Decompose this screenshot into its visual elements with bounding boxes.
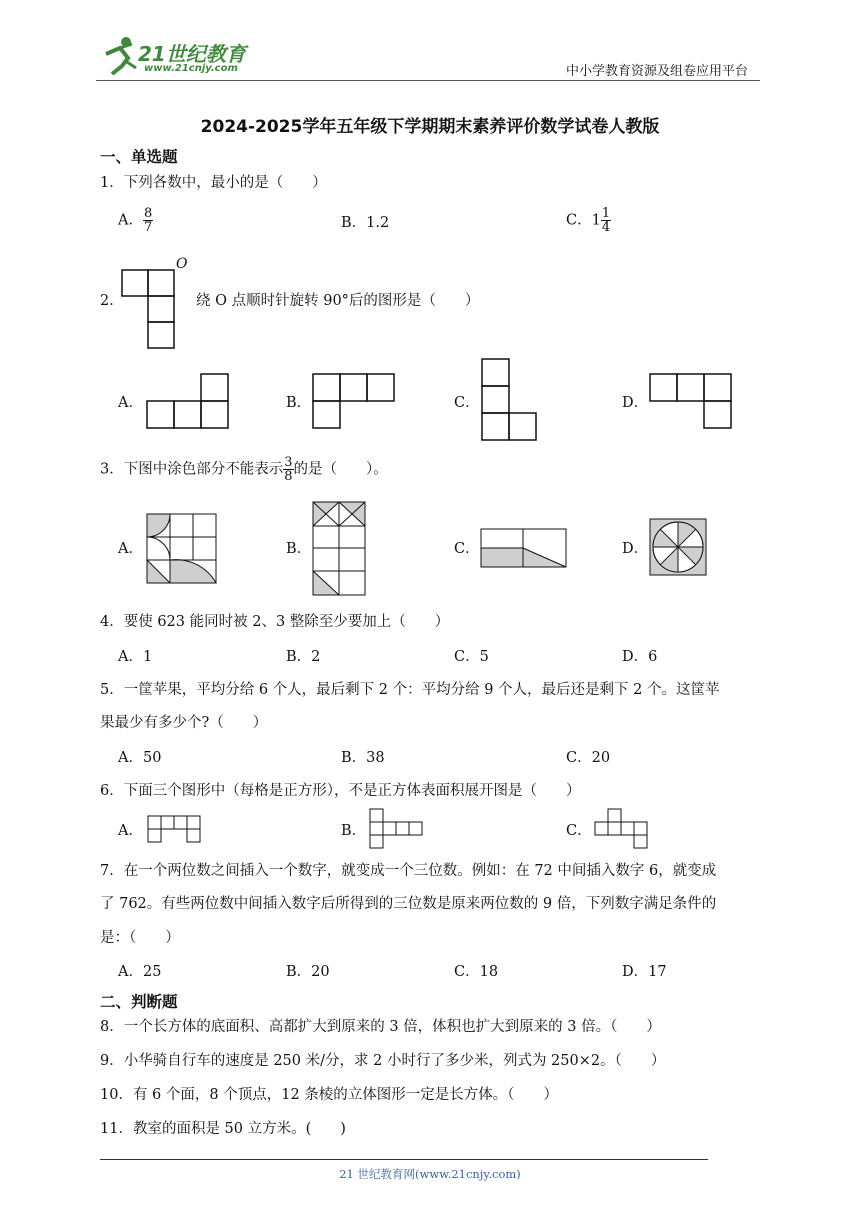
q3-option-b-figure: [312, 501, 368, 597]
q2-option-b-figure: [312, 374, 398, 430]
q1-option-a: A． $\frac{8}{7}$: [118, 206, 153, 235]
q3-option-d-label: D．: [622, 541, 649, 557]
question-11: 11．教室的面积是 50 立方米。( ): [100, 1121, 346, 1137]
q2-option-b-label: B．: [286, 395, 312, 411]
q6-option-a-net: [147, 815, 207, 847]
q5-option-a: A．50: [118, 750, 162, 766]
q3-option-b-label: B．: [286, 541, 312, 557]
q6-option-c-net: [594, 808, 654, 852]
question-5-line-2: 果最少有多少个?（ ）: [100, 715, 268, 731]
q1-option-b: B．1.2: [341, 215, 390, 231]
q4-option-b: B．2: [286, 649, 321, 665]
q3-option-c-figure: [480, 528, 570, 570]
footer-rule: [100, 1159, 708, 1160]
q4-option-a: A．1: [118, 649, 153, 665]
question-2-number: 2．: [100, 293, 124, 309]
logo-url: www.21cnjy.com: [144, 63, 238, 74]
question-5-line-1: 5．一筐苹果，平均分给 6 个人，最后剩下 2 个：平均分给 9 个人，最后还是剩下 2 个。这筐苹: [100, 682, 720, 698]
question-2-stem: 绕 O 点顺时针旋转 90°后的图形是（ ）: [196, 293, 480, 309]
section-heading-single-choice: 一、单选题: [100, 148, 178, 166]
pivot-o-label: O: [176, 256, 188, 272]
question-9: 9．小华骑自行车的速度是 250 米/分，求 2 小时行了多少米，列式为 250×2。（ ）: [100, 1053, 666, 1069]
q6-option-c-label: C．: [566, 823, 592, 839]
q2-option-d-figure: [649, 374, 735, 430]
q4-option-d: D．6: [622, 649, 658, 665]
question-7-line-3: 是：（ ）: [100, 930, 180, 946]
q7-option-a: A．25: [118, 964, 162, 980]
question-7-line-2: 了 762。有些两位数中间插入数字后所得到的三位数是原来两位数的 9 倍，下列数字满足条件的: [100, 896, 717, 912]
q2-option-a-label: A．: [118, 395, 143, 411]
footer-link[interactable]: 21 世纪教育网(www.21cnjy.com): [339, 1167, 521, 1181]
platform-name: 中小学教育资源及组卷应用平台: [566, 64, 749, 79]
q4-option-c: C．5: [454, 649, 489, 665]
page-title: 2024-2025学年五年级下学期期末素养评价数学试卷人教版: [200, 117, 660, 137]
q2-option-d-label: D．: [622, 395, 649, 411]
question-3-stem: 3．下图中涂色部分不能表示 $\frac{3}{8}$ 的是（ ）。: [100, 455, 388, 484]
question-1-stem: 1．下列各数中，最小的是（ ）: [100, 175, 327, 191]
q6-option-b-net: [369, 808, 429, 852]
question-6-stem: 6．下面三个图形中（每格是正方形），不是正方体表面积展开图是（ ）: [100, 783, 581, 799]
q5-option-b: B．38: [341, 750, 385, 766]
question-8: 8．一个长方体的底面积、高都扩大到原来的 3 倍，体积也扩大到原来的 3 倍。（ ）: [100, 1019, 661, 1035]
q5-option-c: C．20: [566, 750, 611, 766]
q2-option-a-figure: [146, 374, 232, 430]
question-4-stem: 4．要使 623 能同时被 2、3 整除至少要加上（ ）: [100, 614, 450, 630]
q3-option-a-label: A．: [118, 541, 143, 557]
q6-option-b-label: B．: [341, 823, 367, 839]
q7-option-b: B．20: [286, 964, 330, 980]
q3-option-a-figure: [146, 513, 218, 585]
header-rule: [96, 80, 760, 81]
q6-option-a-label: A．: [118, 823, 143, 839]
q1-option-c: C．1 $\frac{1}{4}$: [566, 206, 611, 235]
logo-wordmark: 21世纪教育: [138, 42, 246, 66]
q7-option-c: C．18: [454, 964, 499, 980]
question-10: 10．有 6 个面，8 个顶点，12 条棱的立体图形一定是长方体。（ ）: [100, 1087, 559, 1103]
runner-logo-icon: [96, 36, 140, 76]
q3-option-d-figure: [649, 518, 709, 578]
q2-option-c-label: C．: [454, 395, 480, 411]
q2-original-figure: [120, 262, 180, 352]
q2-option-c-figure: [481, 359, 541, 443]
section-heading-true-false: 二、判断题: [100, 993, 178, 1011]
site-logo: [96, 36, 266, 80]
question-7-line-1: 7．在一个两位数之间插入一个数字，就变成一个三位数。例如：在 72 中间插入数字 6，就变成: [100, 863, 717, 879]
q7-option-d: D．17: [622, 964, 667, 980]
q3-option-c-label: C．: [454, 541, 480, 557]
